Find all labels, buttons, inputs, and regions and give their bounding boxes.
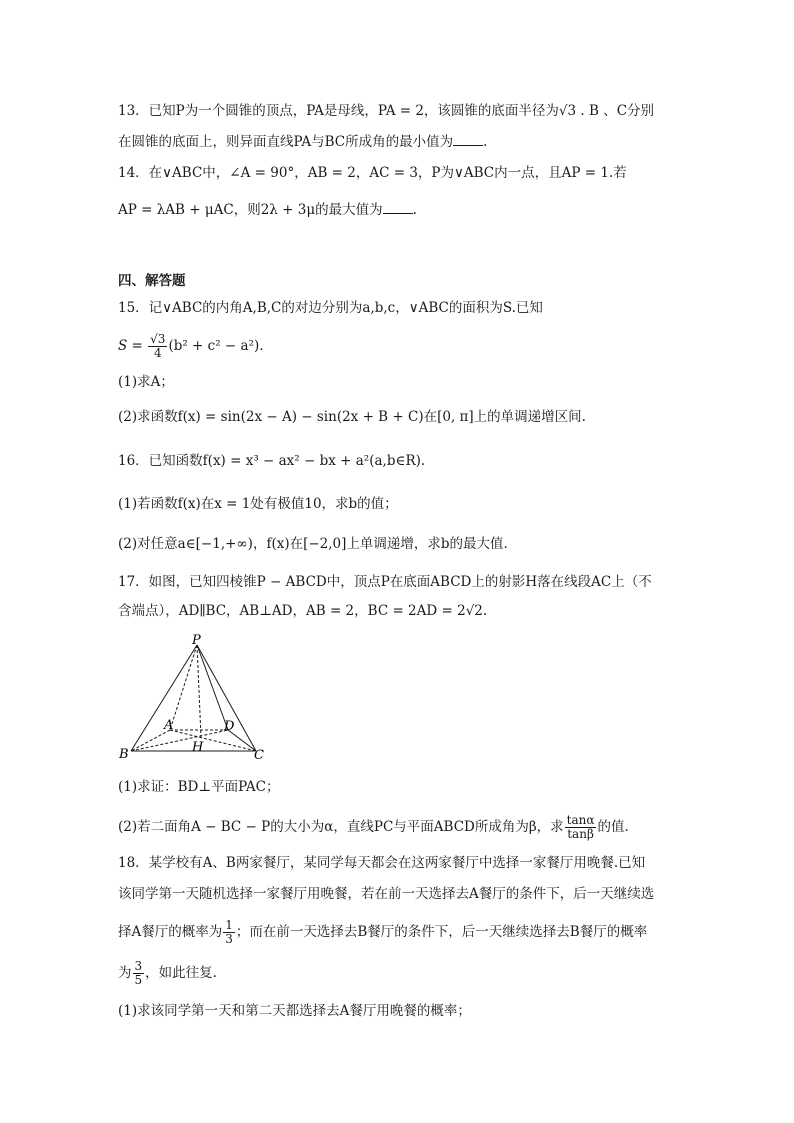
q16-part1: (1)若函数f(x)在x = 1处有极值10，求b的值； xyxy=(118,496,398,512)
q17-frac-num: tanα xyxy=(566,813,595,827)
q18-line4-pre: 为 xyxy=(118,965,132,981)
q14-line2: AP = λAB + μAC，则2λ + 3μ的最大值为 . xyxy=(118,199,417,220)
q17-part2-post: 的值. xyxy=(597,819,629,835)
label-b: B xyxy=(119,747,129,762)
edge-bd xyxy=(131,730,228,751)
edge-ab xyxy=(131,730,170,751)
q15-formula-lhs: S = xyxy=(118,338,143,354)
q13-line2: 在圆锥的底面上，则异面直线PA与BC所成角的最小值为 . xyxy=(118,131,487,152)
q18-frac1-den: 3 xyxy=(225,932,233,946)
label-d: D xyxy=(224,719,235,734)
q18-line3-post: ；而在前一天选择去B餐厅的条件下，后一天继续选择去B餐厅的概率 xyxy=(235,924,648,940)
label-c: C xyxy=(254,748,264,763)
q14-line1: 14．在∨ABC中，∠A = 90°，AB = 2，AC = 3，P为∨ABC内一点，且AP = 1.若 xyxy=(118,165,627,181)
q15-frac-den: 4 xyxy=(153,346,162,360)
q18-line3-pre: 择A餐厅的概率为 xyxy=(118,924,223,940)
q18-line4 xyxy=(118,960,217,987)
q18-frac2-den: 5 xyxy=(134,973,143,987)
q13-line1: 13．已知P为一个圆锥的顶点，PA是母线，PA = 2，该圆锥的底面半径为√3 . B 、C分别 xyxy=(118,103,655,119)
label-a: A xyxy=(164,718,174,733)
q16-part2: (2)对任意a∈[−1,+∞)，f(x)在[−2,0]上单调递增，求b的最大值. xyxy=(118,536,508,552)
section-heading: 四、解答题 xyxy=(118,273,186,289)
q18-part1: (1)求该同学第一天和第二天都选择去A餐厅用晚餐的概率； xyxy=(118,1003,471,1019)
label-h: H xyxy=(192,740,204,755)
q16-line1: 16．已知函数f(x) = x³ − ax² − bx + a²(a,b∈R). xyxy=(118,453,426,469)
q17-frac-den: tanβ xyxy=(567,827,594,841)
q14-answer-blank xyxy=(383,199,413,214)
q13-answer-blank xyxy=(453,131,483,146)
q17-line1: 17．如图，已知四棱锥P − ABCD中，顶点P在底面ABCD上的射影H落在线段AC上（不 xyxy=(118,574,652,590)
edge-ph xyxy=(197,645,201,737)
q18-frac1-num: 1 xyxy=(225,918,233,932)
q17-ratio-fraction xyxy=(565,814,597,841)
q15-formula-rhs: (b² + c² − a²). xyxy=(168,338,264,354)
q15-area-formula xyxy=(118,333,264,360)
q15-formula-fraction xyxy=(148,333,167,360)
pyramid-figure xyxy=(116,633,276,763)
q14-line2-text: AP = λAB + μAC，则2λ + 3μ的最大值为 xyxy=(118,202,383,218)
q17-part2-pre: (2)若二面角A − BC − P的大小为α，直线PC与平面ABCD所成角为β，求 xyxy=(118,819,564,835)
q18-line4-post: ，如此往复. xyxy=(145,965,217,981)
q13-line2-text: 在圆锥的底面上，则异面直线PA与BC所成角的最小值为 xyxy=(118,134,454,150)
edge-ac xyxy=(170,730,256,751)
edge-pa xyxy=(170,645,197,730)
q18-prob-b-fraction xyxy=(133,960,145,987)
edge-pb xyxy=(131,645,197,751)
q15-part2: (2)求函数f(x) = sin(2x − A) − sin(2x + B + C)在[0, π]上的单调递增区间. xyxy=(118,409,586,425)
label-p: P xyxy=(192,633,201,648)
q18-frac2-num: 3 xyxy=(134,959,143,973)
edge-pd xyxy=(197,645,228,730)
q15-line1: 15．记∨ABC的内角A,B,C的对边分别为a,b,c，∨ABC的面积为S.已知 xyxy=(118,300,543,316)
q17-part1: (1)求证：BD⊥平面PAC； xyxy=(118,779,280,795)
q18-line1: 18．某学校有A、B两家餐厅，某同学每天都会在这两家餐厅中选择一家餐厅用晚餐.已知 xyxy=(118,855,646,871)
q18-prob-a-fraction xyxy=(223,919,235,946)
q17-line2: 含端点），AD∥BC，AB⊥AD，AB = 2，BC = 2AD = 2√2. xyxy=(118,603,488,619)
q17-part2 xyxy=(118,814,629,841)
q15-part1: (1)求A； xyxy=(118,374,174,390)
q18-line2: 该同学第一天随机选择一家餐厅用晚餐，若在前一天选择去A餐厅的条件下，后一天继续选 xyxy=(118,886,655,902)
q18-line3 xyxy=(118,919,647,946)
q15-frac-num: √3 xyxy=(150,332,166,346)
